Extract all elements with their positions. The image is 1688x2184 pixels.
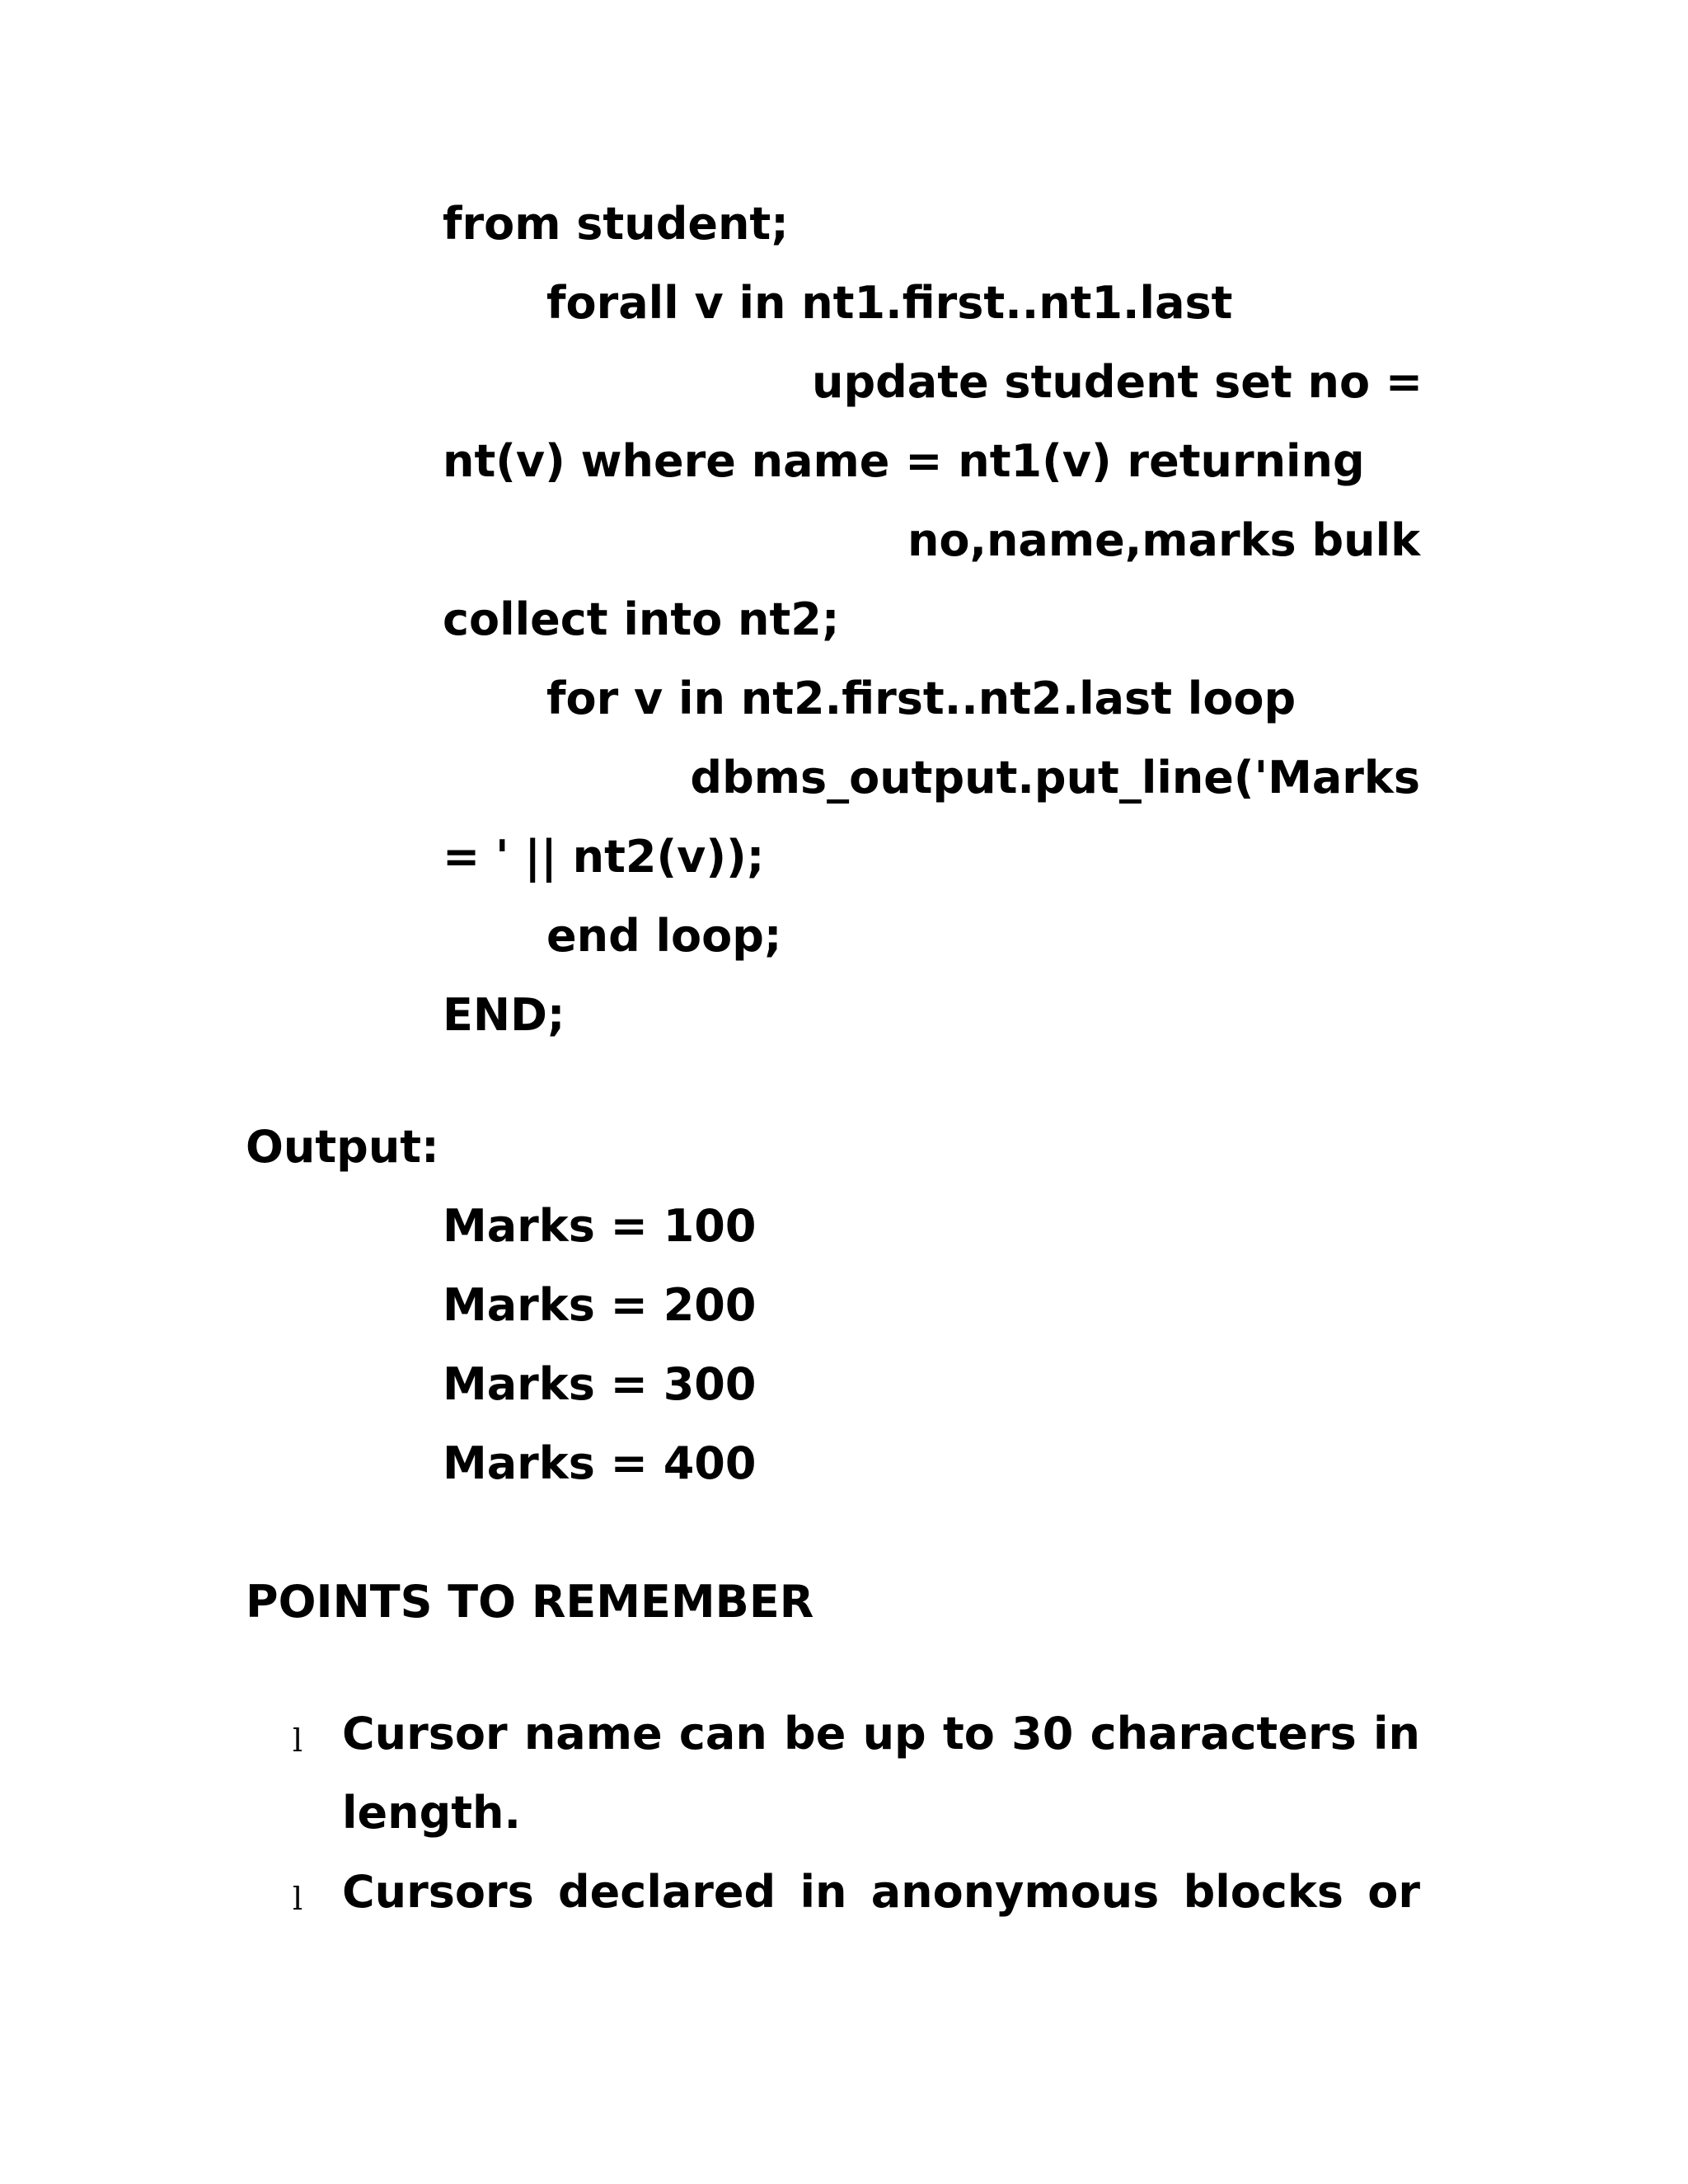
code-line: END;	[443, 989, 565, 1041]
code-line: update student set no =	[812, 356, 1423, 408]
code-line: = ' || nt2(v));	[443, 831, 765, 883]
code-line: for v in nt2.first..nt2.last loop	[546, 673, 1296, 724]
output-line: Marks = 200	[443, 1279, 757, 1331]
bullet-icon: l	[293, 1722, 303, 1759]
points-heading: POINTS TO REMEMBER	[246, 1576, 814, 1628]
output-heading: Output:	[246, 1121, 439, 1173]
list-item-text: Cursors declared in anonymous blocks or	[342, 1866, 1420, 1918]
code-line: dbms_output.put_line('Marks	[690, 752, 1420, 804]
output-line: Marks = 400	[443, 1437, 757, 1489]
list-item-text: Cursor name can be up to 30 characters in	[342, 1708, 1420, 1760]
code-line: end loop;	[546, 910, 782, 962]
list-item-continuation: length.	[342, 1787, 522, 1839]
code-line: no,name,marks bulk	[907, 514, 1420, 566]
output-line: Marks = 100	[443, 1200, 757, 1252]
output-line: Marks = 300	[443, 1358, 757, 1410]
code-line: collect into nt2;	[443, 593, 840, 645]
code-line: forall v in nt1.first..nt1.last	[546, 277, 1233, 329]
code-line: from student;	[443, 198, 789, 250]
bullet-icon: l	[293, 1881, 303, 1917]
code-line: nt(v) where name = nt1(v) returning	[443, 435, 1365, 487]
